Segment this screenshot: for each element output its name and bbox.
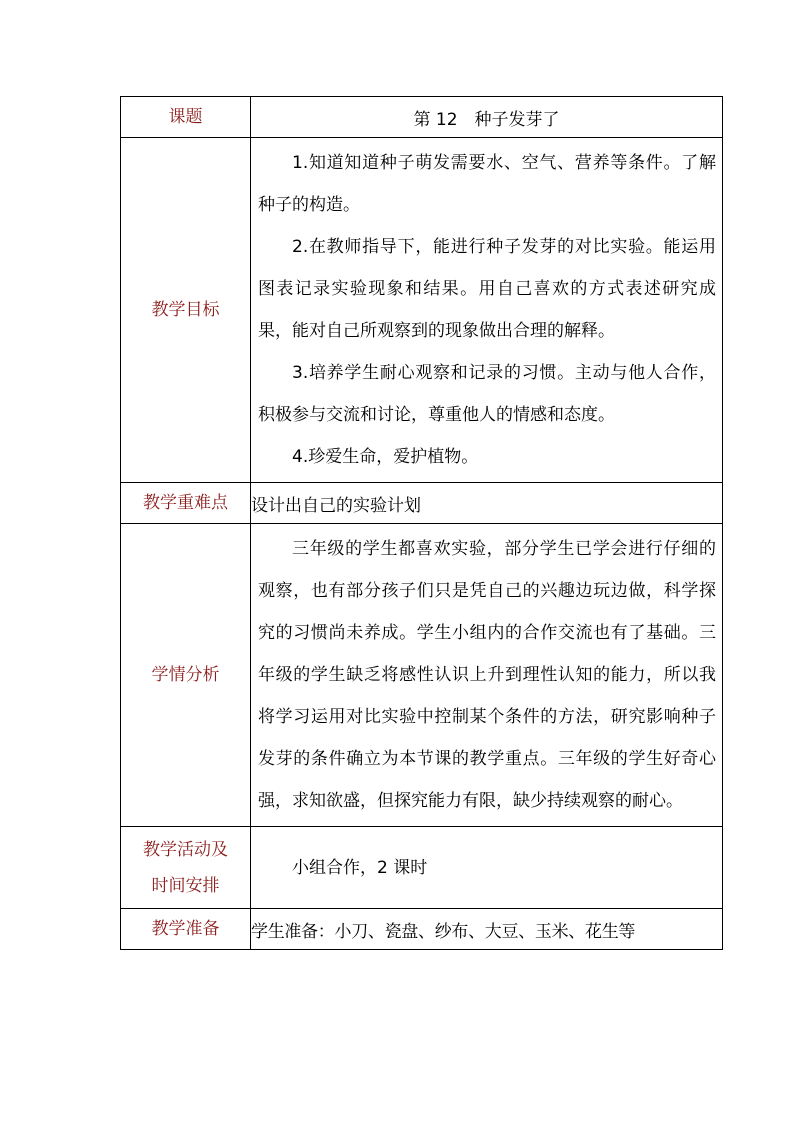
analysis-paragraph: 三年级的学生都喜欢实验，部分学生已学会进行仔细的观察，也有部分孩子们只是凭自己的兴趣边玩边做，科学探究的习惯尚未养成。学生小组内的合作交流也有了基础。三年级的学生缺乏将感性认识上升到理性认知的能力，所以我将学习运用对比实验中控制某个条件的方法，研究影响种子发芽的条件确立为本节课的教学重点。三年级的学生好奇心强，求知欲盛，但探究能力有限，缺少持续观察的耐心。 — [258, 539, 716, 811]
activities-label-line2: 时间安排 — [151, 875, 220, 896]
goal-paragraph: 1.知道知道种子萌发需要水、空气、营养等条件。了解种子的构造。 — [258, 153, 716, 215]
table-row — [121, 483, 723, 524]
table-row — [121, 138, 723, 483]
table-row — [121, 827, 723, 909]
topic-label: 课题 — [121, 97, 251, 138]
goal-paragraph: 3.培养学生耐心观察和记录的习惯。主动与他人合作，积极参与交流和讨论，尊重他人的情感和态度。 — [258, 363, 716, 425]
key-points-value: 设计出自己的实验计划 — [251, 483, 723, 524]
table-row — [121, 97, 723, 138]
goal-paragraph: 4.珍爱生命，爱护植物。 — [292, 447, 479, 467]
table-row — [121, 909, 723, 950]
activities-label-line1: 教学活动及 — [143, 839, 228, 860]
goals-label: 教学目标 — [121, 138, 251, 483]
activities-value: 小组合作，2 课时 — [292, 857, 428, 878]
goals-cell — [251, 138, 723, 483]
topic-value: 第 12 种子发芽了 — [251, 97, 723, 138]
analysis-cell — [251, 524, 723, 827]
goal-paragraph: 2.在教师指导下，能进行种子发芽的对比实验。能运用图表记录实验现象和结果。用自己喜欢的方式表述研究成果，能对自己所观察到的现象做出合理的解释。 — [258, 237, 716, 341]
activities-cell — [251, 827, 723, 909]
lesson-plan-table — [120, 96, 723, 950]
table-row — [121, 524, 723, 827]
activities-label — [121, 827, 251, 909]
preparation-label: 教学准备 — [121, 909, 251, 950]
key-points-label: 教学重难点 — [121, 483, 251, 524]
analysis-label: 学情分析 — [121, 524, 251, 827]
preparation-value: 学生准备：小刀、瓷盘、纱布、大豆、玉米、花生等 — [251, 909, 723, 950]
